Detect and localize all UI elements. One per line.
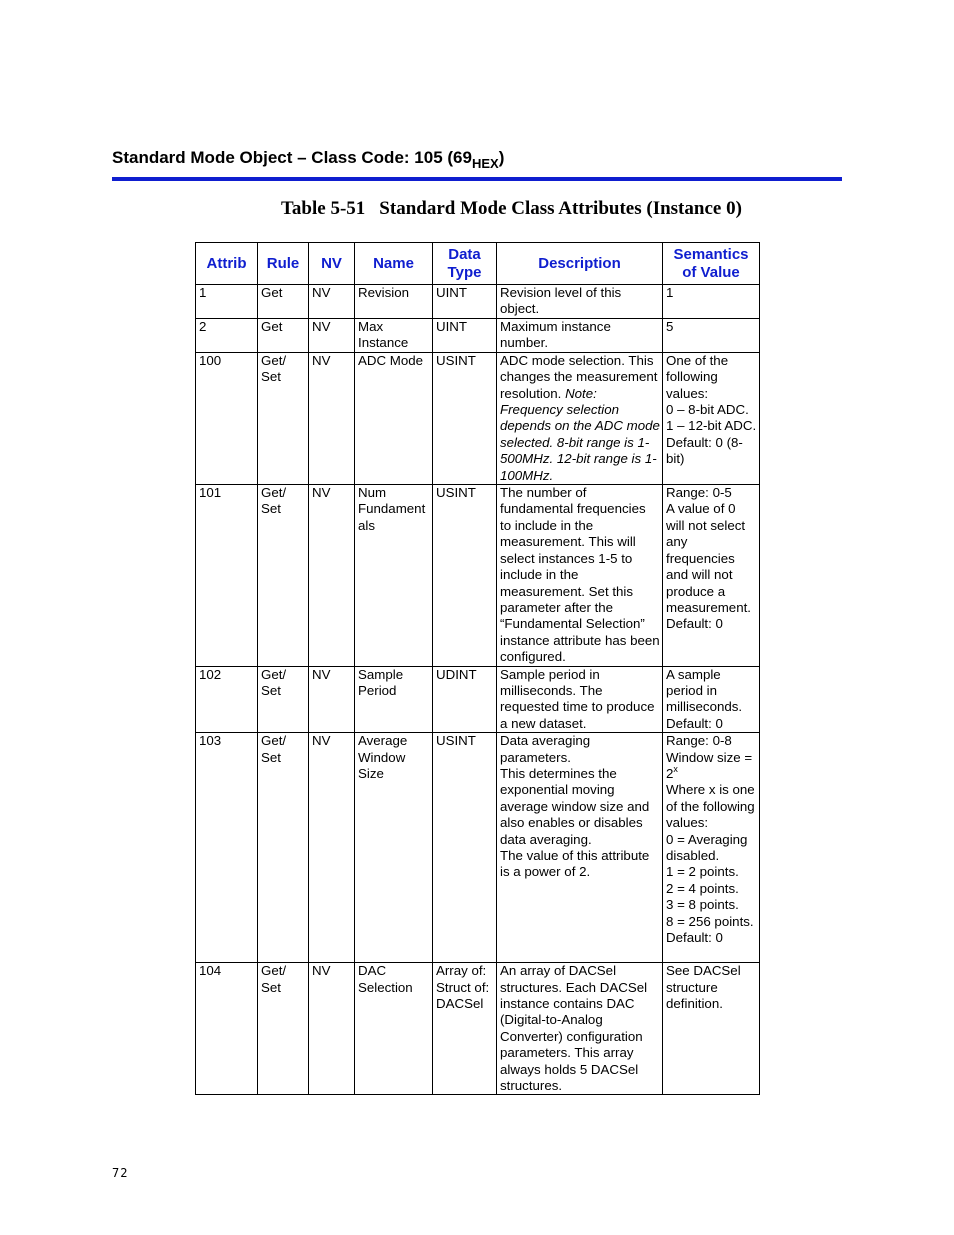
semantics-line: 1 <box>666 285 674 300</box>
header-row <box>196 243 760 285</box>
description-line: Data averaging parameters. <box>500 733 591 765</box>
cell-nv: NV <box>309 666 355 733</box>
cell-rule: Get/ Set <box>258 666 309 733</box>
cell-attrib: 101 <box>196 485 258 666</box>
table-caption <box>281 198 742 220</box>
semantics-line: One of the following values: <box>666 352 729 401</box>
cell-semantics <box>663 963 760 1095</box>
semantics-line: 0 = Averaging disabled. <box>666 831 748 863</box>
cell-attrib: 103 <box>196 733 258 963</box>
semantics-window-text: Window size = 2 <box>666 749 753 781</box>
semantics-line: Default: 0 (8-bit) <box>666 434 743 467</box>
col-header-description: Description <box>497 243 663 285</box>
col-header-attrib: Attrib <box>196 243 258 285</box>
col-header-semantics-line2: of Value <box>682 263 740 281</box>
semantics-line: Default: 0 <box>666 930 723 946</box>
cell-type: USINT <box>433 352 497 484</box>
cell-description <box>497 352 663 484</box>
cell-rule: Get/ Set <box>258 963 309 1095</box>
cell-rule: Get <box>258 319 309 353</box>
cell-name: ADC Mode <box>355 352 433 484</box>
cell-name: Sample Period <box>355 666 433 733</box>
type-line: Array of: <box>436 963 487 979</box>
cell-type: USINT <box>433 733 497 963</box>
cell-name: Num Fundamentals <box>355 485 433 666</box>
cell-nv: NV <box>309 485 355 666</box>
cell-nv: NV <box>309 352 355 484</box>
semantics-line: 1 = 2 points. <box>666 864 739 880</box>
cell-type: UINT <box>433 285 497 319</box>
attributes-table <box>195 242 760 1095</box>
table-row <box>196 485 760 666</box>
cell-attrib: 102 <box>196 666 258 733</box>
semantics-exponent: x <box>673 763 678 774</box>
col-header-data-type-line1: Data <box>448 245 481 263</box>
semantics-line: See DACSel structure definition. <box>666 963 741 1011</box>
cell-semantics <box>663 485 760 666</box>
semantics-line: 3 = 8 points. <box>666 897 739 913</box>
header-title-suffix: ) <box>498 148 505 167</box>
type-line: Struct of: <box>436 979 490 995</box>
cell-name: Revision <box>355 285 433 319</box>
col-header-data-type <box>433 243 497 285</box>
cell-rule: Get <box>258 285 309 319</box>
cell-semantics <box>663 352 760 484</box>
col-header-rule: Rule <box>258 243 309 285</box>
col-header-data-type-line2: Type <box>447 263 482 281</box>
description-line: The value of this attribute is a power of 2. <box>500 848 650 880</box>
caption-number: Table 5-51 <box>281 198 366 219</box>
col-header-name: Name <box>355 243 433 285</box>
semantics-line: 5 <box>666 319 674 334</box>
cell-description <box>497 733 663 963</box>
table-row <box>196 285 760 319</box>
semantics-line: Default: 0 <box>666 715 723 731</box>
semantics-line: Range: 0-5 <box>666 485 732 501</box>
table-row <box>196 963 760 1095</box>
cell-name: Average Window Size <box>355 733 433 963</box>
cell-description: Maximum instance number. <box>497 319 663 353</box>
semantics-window-line <box>666 750 757 783</box>
header-title-prefix: Standard Mode Object – Class Code: 105 (69 <box>112 148 472 167</box>
header-title-sub: HEX <box>471 156 499 171</box>
semantics-line: A sample period in milliseconds. <box>666 666 743 715</box>
cell-description: Sample period in milliseconds. The requested time to produce a new dataset. <box>497 666 663 733</box>
caption-title: Standard Mode Class Attributes (Instance 0) <box>379 198 742 219</box>
cell-attrib: 2 <box>196 319 258 353</box>
cell-description: Revision level of this object. <box>497 285 663 319</box>
cell-nv: NV <box>309 319 355 353</box>
semantics-line: 2 = 4 points. <box>666 880 739 896</box>
header-rule <box>112 177 842 181</box>
table-row <box>196 319 760 353</box>
cell-nv: NV <box>309 285 355 319</box>
cell-type <box>433 963 497 1095</box>
semantics-line: Default: 0 <box>666 616 723 632</box>
cell-name: DAC Selection <box>355 963 433 1095</box>
semantics-line: A value of 0 will not select any frequencies and will not produce a measurement. <box>666 501 751 615</box>
cell-nv: NV <box>309 963 355 1095</box>
table-row <box>196 733 760 963</box>
cell-attrib: 104 <box>196 963 258 1095</box>
cell-type: UDINT <box>433 666 497 733</box>
col-header-semantics <box>663 243 760 285</box>
cell-attrib: 100 <box>196 352 258 484</box>
description-text: ADC mode selection. This changes the measurement resolution. <box>500 352 658 401</box>
cell-semantics <box>663 733 760 963</box>
table-row <box>196 352 760 484</box>
cell-semantics <box>663 319 760 353</box>
semantics-line: 0 – 8-bit ADC. <box>666 402 749 418</box>
col-header-semantics-line1: Semantics <box>673 245 749 263</box>
cell-semantics <box>663 666 760 733</box>
cell-rule: Get/ Set <box>258 733 309 963</box>
cell-nv: NV <box>309 733 355 963</box>
type-line: DACSel <box>436 995 484 1011</box>
description-note: Note: Frequency selection depends on the ADC mode selected. 8-bit range is 1-500MHz. 12-bit range is 1-100MHz. <box>500 385 660 483</box>
cell-attrib: 1 <box>196 285 258 319</box>
cell-description: An array of DACSel structures. Each DACSel instance contains DAC (Digital-to-Analog Converter) configuration parameters. This array always holds 5 DACSel structures. <box>497 963 663 1095</box>
table-row <box>196 666 760 733</box>
description-line: This determines the exponential moving average window size and also enables or disables data averaging. <box>500 765 650 847</box>
cell-rule: Get/ Set <box>258 485 309 666</box>
semantics-line: Range: 0-8 <box>666 733 732 749</box>
semantics-line: Where x is one of the following values: <box>666 782 755 831</box>
cell-description: The number of fundamental frequencies to include in the measurement. This will select instances 1-5 to include in the measurement. Set this parameter after the “Fundamental Selection” instance attribute has been configured. <box>497 485 663 666</box>
page-header <box>112 148 505 171</box>
semantics-line: 1 – 12-bit ADC. <box>666 418 757 434</box>
semantics-line: 8 = 256 points. <box>666 913 754 929</box>
col-header-nv: NV <box>309 243 355 285</box>
cell-type: USINT <box>433 485 497 666</box>
cell-semantics <box>663 285 760 319</box>
cell-type: UINT <box>433 319 497 353</box>
page-number: 72 <box>112 1166 129 1180</box>
cell-rule: Get/ Set <box>258 352 309 484</box>
cell-name: Max Instance <box>355 319 433 353</box>
